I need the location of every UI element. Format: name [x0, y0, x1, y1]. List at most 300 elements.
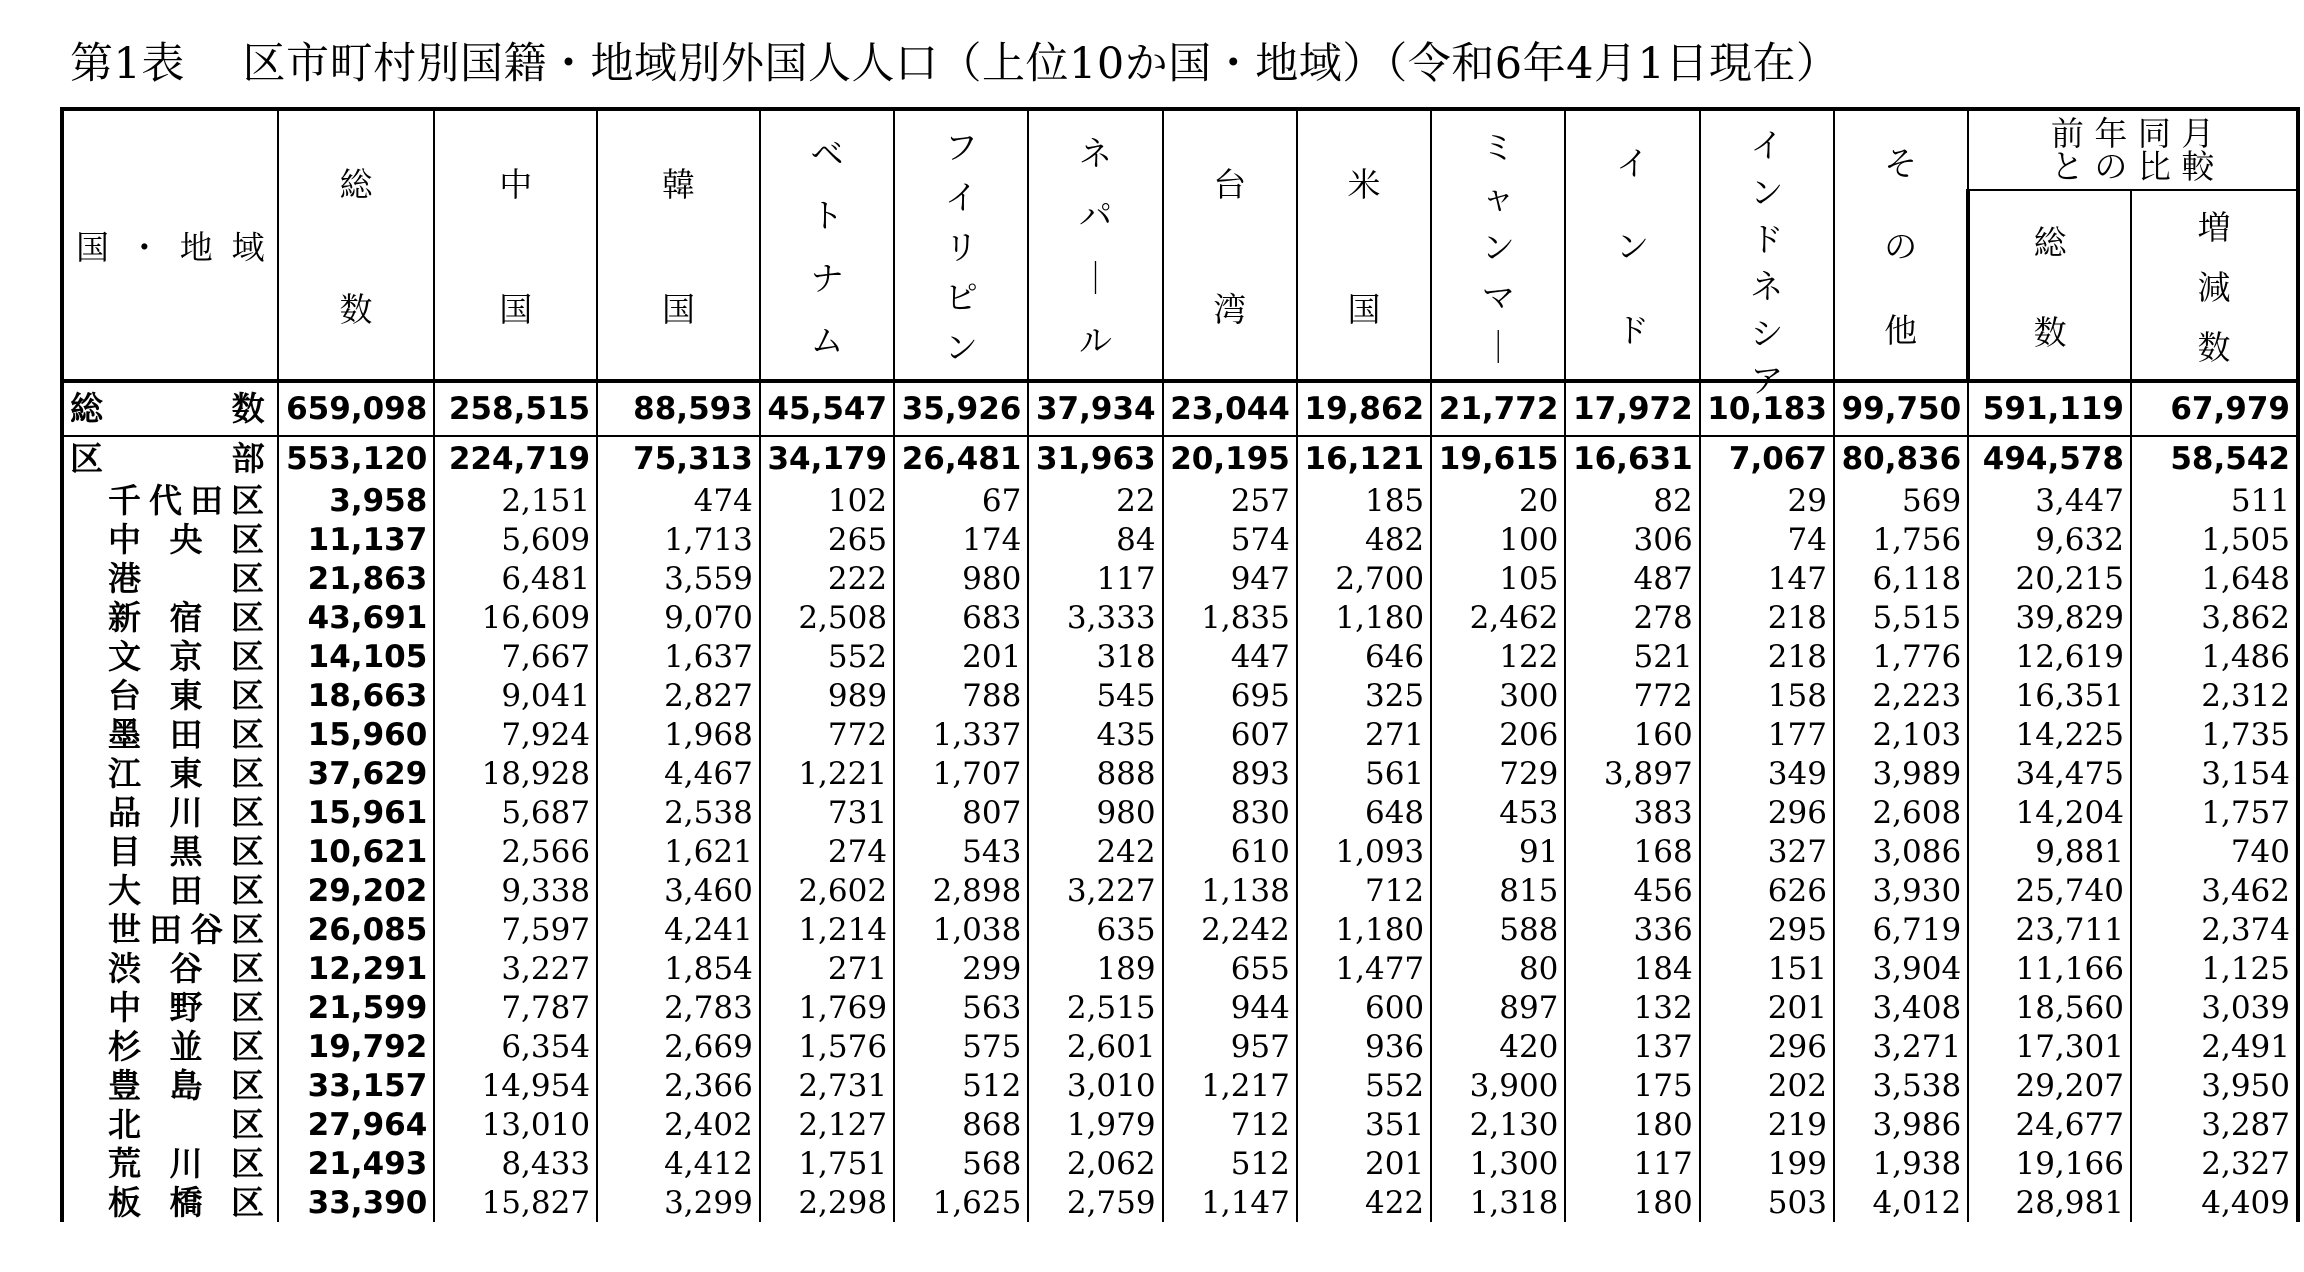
row-label — [62, 637, 278, 676]
table-cell: 17,972 — [1565, 381, 1699, 436]
table-cell: 1,318 — [1431, 1183, 1565, 1222]
table-cell: 21,599 — [278, 988, 435, 1027]
table-cell: 1,835 — [1163, 598, 1297, 637]
row-label-char: 中 — [108, 988, 141, 1027]
row-label — [62, 1105, 278, 1144]
table-cell: 3,333 — [1028, 598, 1162, 637]
column-header — [597, 109, 760, 381]
row-label — [62, 793, 278, 832]
row-label-char: 区 — [231, 1105, 264, 1144]
header-char: 他 — [1884, 310, 1918, 350]
header-char: ム — [810, 321, 844, 361]
row-label-char: 区 — [231, 988, 264, 1027]
table-cell: 2,491 — [2131, 1027, 2298, 1066]
table-cell: 151 — [1700, 949, 1834, 988]
row-label-char: 中 — [108, 520, 141, 559]
row-label-text — [108, 833, 264, 871]
header-char: ナ — [810, 258, 844, 298]
header-char: ｜ — [1481, 327, 1515, 367]
row-label — [62, 676, 278, 715]
table-cell: 482 — [1297, 520, 1431, 559]
table-cell: 5,609 — [434, 520, 597, 559]
row-label-char: 区 — [231, 715, 264, 754]
table-row — [62, 793, 2298, 832]
table-row — [62, 1105, 2298, 1144]
table-cell: 20,215 — [1968, 559, 2131, 598]
table-cell: 3,862 — [2131, 598, 2298, 637]
row-label-char: 荒 — [108, 1144, 141, 1183]
table-cell: 1,938 — [1834, 1144, 1968, 1183]
table-cell: 3,287 — [2131, 1105, 2298, 1144]
row-label-text — [108, 599, 264, 637]
table-cell: 13,010 — [434, 1105, 597, 1144]
table-cell: 184 — [1565, 949, 1699, 988]
table-cell: 3,900 — [1431, 1066, 1565, 1105]
table-cell: 8,433 — [434, 1144, 597, 1183]
table-cell: 2,366 — [597, 1066, 760, 1105]
row-label-text — [108, 560, 264, 598]
table-cell: 2,508 — [760, 598, 894, 637]
table-cell: 729 — [1431, 754, 1565, 793]
header-char: 総 — [2033, 222, 2067, 262]
row-label-char: 区 — [231, 598, 264, 637]
table-row — [62, 481, 2298, 520]
row-label-char: 世 — [108, 910, 141, 949]
table-cell: 1,337 — [894, 715, 1028, 754]
header-char: 湾 — [1213, 290, 1247, 329]
table-cell: 2,242 — [1163, 910, 1297, 949]
row-label — [62, 598, 278, 637]
table-cell: 655 — [1163, 949, 1297, 988]
row-label-char: 東 — [169, 676, 203, 715]
row-label-char: 墨 — [108, 715, 141, 754]
table-cell: 218 — [1700, 637, 1834, 676]
row-label-text — [108, 677, 264, 715]
row-label — [62, 754, 278, 793]
row-label-text — [108, 1028, 264, 1066]
row-label — [62, 949, 278, 988]
header-char: イ — [1750, 126, 1784, 165]
header-char: 数 — [339, 290, 373, 329]
table-cell: 16,609 — [434, 598, 597, 637]
table-cell: 2,298 — [760, 1183, 894, 1222]
column-header — [1834, 109, 1968, 381]
table-cell: 201 — [894, 637, 1028, 676]
table-row — [62, 1027, 2298, 1066]
table-cell: 3,538 — [1834, 1066, 1968, 1105]
table-cell: 4,409 — [2131, 1183, 2298, 1222]
table-cell: 11,137 — [278, 520, 435, 559]
row-label-char: 新 — [108, 598, 141, 637]
table-cell: 731 — [760, 793, 894, 832]
table-cell: 271 — [760, 949, 894, 988]
table-body — [62, 381, 2298, 1222]
table-cell: 2,700 — [1297, 559, 1431, 598]
table-cell: 296 — [1700, 1027, 1834, 1066]
header-char: 数 — [2033, 312, 2067, 352]
row-label-char: 区 — [231, 637, 264, 676]
table-cell: 487 — [1565, 559, 1699, 598]
header-char: ン — [1481, 227, 1515, 267]
table-cell: 788 — [894, 676, 1028, 715]
row-label — [62, 1027, 278, 1066]
header-char: イ — [944, 177, 978, 217]
table-cell: 18,663 — [278, 676, 435, 715]
table-row — [62, 832, 2298, 871]
table-cell: 1,621 — [597, 832, 760, 871]
table-cell: 23,711 — [1968, 910, 2131, 949]
comparison-group-line1: 前 年 同 月 — [2050, 114, 2215, 153]
header-char: ン — [1616, 227, 1650, 267]
row-label — [62, 715, 278, 754]
table-cell: 74 — [1700, 520, 1834, 559]
table-cell: 21,863 — [278, 559, 435, 598]
row-label-char: 区 — [231, 871, 264, 910]
table-cell: 1,707 — [894, 754, 1028, 793]
table-cell: 4,467 — [597, 754, 760, 793]
table-cell: 568 — [894, 1144, 1028, 1183]
row-label — [62, 1183, 278, 1222]
row-label — [62, 436, 278, 481]
table-cell: 99,750 — [1834, 381, 1968, 436]
column-header — [278, 109, 435, 381]
table-cell: 9,070 — [597, 598, 760, 637]
table-cell: 242 — [1028, 832, 1162, 871]
table-cell: 2,601 — [1028, 1027, 1162, 1066]
table-cell: 39,829 — [1968, 598, 2131, 637]
table-cell: 1,300 — [1431, 1144, 1565, 1183]
header-char: ピ — [944, 277, 978, 317]
comparison-column-header — [1968, 190, 2131, 381]
table-row — [62, 559, 2298, 598]
header-row — [62, 109, 2298, 190]
table-row — [62, 988, 2298, 1027]
table-cell: 772 — [760, 715, 894, 754]
row-label — [62, 832, 278, 871]
row-label-char: 渋 — [108, 949, 141, 988]
row-label-char: 黒 — [169, 832, 203, 871]
header-char: ト — [810, 196, 844, 236]
row-label-text — [70, 437, 271, 481]
comparison-group-header — [1968, 109, 2298, 190]
column-header-label — [1164, 120, 1296, 370]
row-label-char: 総 — [70, 389, 103, 428]
table-cell: 420 — [1431, 1027, 1565, 1066]
table-cell: 19,615 — [1431, 436, 1565, 481]
table-cell: 3,154 — [2131, 754, 2298, 793]
table-cell: 574 — [1163, 520, 1297, 559]
header-char: ｜ — [1078, 258, 1112, 298]
column-header — [894, 109, 1028, 381]
table-cell: 447 — [1163, 637, 1297, 676]
table-cell: 2,898 — [894, 871, 1028, 910]
table-cell: 7,667 — [434, 637, 597, 676]
column-header-label — [1029, 120, 1161, 370]
table-cell: 1,217 — [1163, 1066, 1297, 1105]
row-label-char: 区 — [231, 559, 264, 598]
row-label-text — [108, 911, 264, 949]
row-label-char: 部 — [231, 439, 265, 478]
header-char: 国 — [1347, 290, 1381, 329]
table-cell: 3,408 — [1834, 988, 1968, 1027]
table-cell: 257 — [1163, 481, 1297, 520]
row-label-char: 区 — [231, 1183, 264, 1222]
table-cell: 351 — [1297, 1105, 1431, 1144]
row-label-char: 文 — [108, 637, 141, 676]
table-row — [62, 520, 2298, 559]
column-header-label — [761, 120, 893, 370]
table-cell: 3,462 — [2131, 871, 2298, 910]
row-label-char: 区 — [231, 1066, 264, 1105]
table-cell: 2,312 — [2131, 676, 2298, 715]
column-header — [760, 109, 894, 381]
row-label-text — [108, 794, 264, 832]
table-row — [62, 715, 2298, 754]
table-cell: 202 — [1700, 1066, 1834, 1105]
table-cell: 218 — [1700, 598, 1834, 637]
table-cell: 512 — [1163, 1144, 1297, 1183]
table-cell: 318 — [1028, 637, 1162, 676]
table-cell: 575 — [894, 1027, 1028, 1066]
table-cell: 1,648 — [2131, 559, 2298, 598]
row-label-text — [108, 1184, 264, 1222]
table-cell: 3,930 — [1834, 871, 1968, 910]
table-cell: 20 — [1431, 481, 1565, 520]
table-row — [62, 910, 2298, 949]
table-cell: 3,039 — [2131, 988, 2298, 1027]
table-cell: 349 — [1700, 754, 1834, 793]
table-cell: 383 — [1565, 793, 1699, 832]
table-cell: 28,981 — [1968, 1183, 2131, 1222]
header-char: ド — [1750, 220, 1784, 259]
table-cell: 3,447 — [1968, 481, 2131, 520]
table-row — [62, 949, 2298, 988]
table-cell: 29 — [1700, 481, 1834, 520]
header-char: 増 — [2197, 207, 2231, 247]
table-cell: 82 — [1565, 481, 1699, 520]
table-cell: 336 — [1565, 910, 1699, 949]
row-label-char: 板 — [108, 1183, 141, 1222]
row-label-char: 区 — [231, 520, 264, 559]
table-cell: 306 — [1565, 520, 1699, 559]
table-cell: 180 — [1565, 1105, 1699, 1144]
table-cell: 545 — [1028, 676, 1162, 715]
table-cell: 947 — [1163, 559, 1297, 598]
row-label-char: 区 — [231, 1027, 264, 1066]
row-label-char: 区 — [231, 832, 264, 871]
table-cell: 189 — [1028, 949, 1162, 988]
table-cell: 2,402 — [597, 1105, 760, 1144]
table-cell: 511 — [2131, 481, 2298, 520]
column-header — [1297, 109, 1431, 381]
table-cell: 830 — [1163, 793, 1297, 832]
table-cell: 543 — [894, 832, 1028, 871]
table-cell: 1,038 — [894, 910, 1028, 949]
table-cell: 21,772 — [1431, 381, 1565, 436]
table-cell: 1,751 — [760, 1144, 894, 1183]
table-cell: 1,486 — [2131, 637, 2298, 676]
header-char: フ — [944, 127, 978, 167]
table-cell: 2,374 — [2131, 910, 2298, 949]
table-cell: 206 — [1431, 715, 1565, 754]
table-cell: 158 — [1700, 676, 1834, 715]
table-cell: 2,759 — [1028, 1183, 1162, 1222]
row-label-text — [108, 989, 264, 1027]
table-header — [62, 109, 2298, 400]
table-cell: 646 — [1297, 637, 1431, 676]
table-cell: 91 — [1431, 832, 1565, 871]
table-cell: 17,301 — [1968, 1027, 2131, 1066]
table-cell: 897 — [1431, 988, 1565, 1027]
table-cell: 563 — [894, 988, 1028, 1027]
row-label-text — [108, 638, 264, 676]
table-cell: 980 — [1028, 793, 1162, 832]
comparison-column-label — [2132, 195, 2296, 375]
table-cell: 258,515 — [434, 381, 597, 436]
row-label-char: 区 — [231, 949, 264, 988]
row-label-char: 野 — [169, 988, 203, 1027]
table-cell: 1,505 — [2131, 520, 2298, 559]
comparison-group-line2: と の 比 較 — [2050, 147, 2215, 186]
table-cell: 14,954 — [434, 1066, 597, 1105]
table-cell: 37,934 — [1028, 381, 1162, 436]
row-label-char: 区 — [231, 1144, 264, 1183]
table-cell: 3,271 — [1834, 1027, 1968, 1066]
table-cell: 1,735 — [2131, 715, 2298, 754]
row-label-char: 千 — [108, 481, 141, 520]
header-char: 数 — [2197, 327, 2231, 367]
header-char: ン — [1750, 173, 1784, 212]
region-label-char: 域 — [231, 227, 265, 267]
table-cell: 15,827 — [434, 1183, 597, 1222]
table-cell: 185 — [1297, 481, 1431, 520]
row-label-char: 田 — [169, 715, 203, 754]
table-cell: 4,241 — [597, 910, 760, 949]
table-cell: 75,313 — [597, 436, 760, 481]
population-table — [60, 107, 2300, 1222]
table-cell: 9,632 — [1968, 520, 2131, 559]
row-label-char: 江 — [108, 754, 141, 793]
row-label — [62, 988, 278, 1027]
header-char: マ — [1481, 277, 1515, 317]
header-char: 減 — [2197, 267, 2231, 307]
table-cell: 16,121 — [1297, 436, 1431, 481]
row-label-text — [108, 872, 264, 910]
table-cell: 3,010 — [1028, 1066, 1162, 1105]
column-header-label — [1701, 120, 1833, 400]
table-cell: 102 — [760, 481, 894, 520]
region-label-char: 国 — [76, 227, 109, 267]
table-cell: 2,130 — [1431, 1105, 1565, 1144]
table-cell: 10,183 — [1700, 381, 1834, 436]
table-cell: 2,103 — [1834, 715, 1968, 754]
row-label-char: 宿 — [169, 598, 203, 637]
table-cell: 132 — [1565, 988, 1699, 1027]
table-cell: 7,597 — [434, 910, 597, 949]
row-label — [62, 1144, 278, 1183]
table-cell: 740 — [2131, 832, 2298, 871]
row-label-char: 谷 — [169, 949, 203, 988]
table-cell: 180 — [1565, 1183, 1699, 1222]
table-cell: 648 — [1297, 793, 1431, 832]
table-cell: 21,493 — [278, 1144, 435, 1183]
table-cell: 569 — [1834, 481, 1968, 520]
table-cell: 37,629 — [278, 754, 435, 793]
table-cell: 9,041 — [434, 676, 597, 715]
table-cell: 18,928 — [434, 754, 597, 793]
header-char: 中 — [499, 165, 533, 204]
table-cell: 3,950 — [2131, 1066, 2298, 1105]
table-cell: 1,221 — [760, 754, 894, 793]
table-cell: 19,862 — [1297, 381, 1431, 436]
table-cell: 14,105 — [278, 637, 435, 676]
region-label-char: 地 — [179, 227, 213, 267]
table-cell: 219 — [1700, 1105, 1834, 1144]
table-cell: 4,012 — [1834, 1183, 1968, 1222]
table-cell: 24,677 — [1968, 1105, 2131, 1144]
table-cell: 474 — [597, 481, 760, 520]
table-row — [62, 637, 2298, 676]
row-label-text — [70, 387, 271, 431]
row-label-char: 東 — [169, 754, 203, 793]
row-label-char: 島 — [169, 1066, 203, 1105]
table-cell: 274 — [760, 832, 894, 871]
table-cell: 2,515 — [1028, 988, 1162, 1027]
table-cell: 1,576 — [760, 1027, 894, 1066]
table-cell: 989 — [760, 676, 894, 715]
table-cell: 122 — [1431, 637, 1565, 676]
header-char: 台 — [1213, 165, 1247, 204]
row-label — [62, 871, 278, 910]
table-cell: 3,559 — [597, 559, 760, 598]
table-cell: 712 — [1297, 871, 1431, 910]
column-header — [1700, 109, 1834, 400]
table-cell: 552 — [1297, 1066, 1431, 1105]
table-cell: 553,120 — [278, 436, 435, 481]
header-char: の — [1884, 227, 1918, 267]
table-cell: 199 — [1700, 1144, 1834, 1183]
table-cell: 34,475 — [1968, 754, 2131, 793]
table-cell: 435 — [1028, 715, 1162, 754]
table-cell: 31,963 — [1028, 436, 1162, 481]
table-cell: 137 — [1565, 1027, 1699, 1066]
table-cell: 25,740 — [1968, 871, 2131, 910]
row-label-text — [108, 950, 264, 988]
table-cell: 6,354 — [434, 1027, 597, 1066]
table-cell: 2,602 — [760, 871, 894, 910]
row-label — [62, 910, 278, 949]
table-row — [62, 676, 2298, 715]
table-cell: 14,204 — [1968, 793, 2131, 832]
table-cell: 2,731 — [760, 1066, 894, 1105]
table-cell: 888 — [1028, 754, 1162, 793]
table-cell: 105 — [1431, 559, 1565, 598]
row-label-char: 港 — [108, 559, 141, 598]
table-cell: 3,989 — [1834, 754, 1968, 793]
table-cell: 2,327 — [2131, 1144, 2298, 1183]
header-char: ル — [1078, 321, 1112, 361]
table-row — [62, 1066, 2298, 1105]
row-label — [62, 1066, 278, 1105]
table-cell: 521 — [1565, 637, 1699, 676]
table-cell: 80 — [1431, 949, 1565, 988]
table-cell: 1,180 — [1297, 598, 1431, 637]
table-row — [62, 1183, 2298, 1222]
table-cell: 295 — [1700, 910, 1834, 949]
table-cell: 222 — [760, 559, 894, 598]
table-cell: 88,593 — [597, 381, 760, 436]
row-label-char: 区 — [231, 793, 264, 832]
